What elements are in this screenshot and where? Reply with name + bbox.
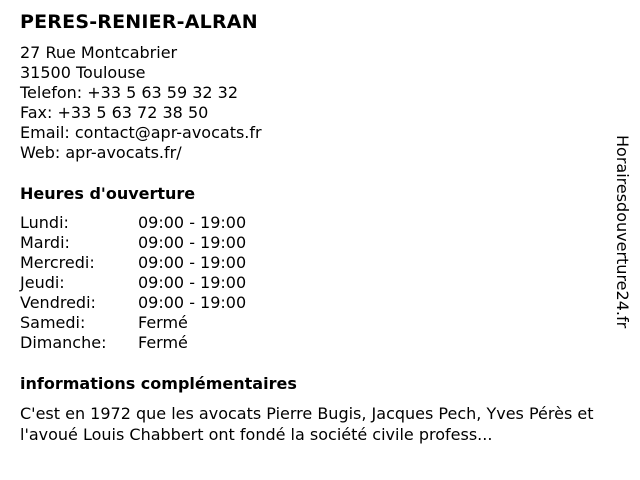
hours-value: 09:00 - 19:00 bbox=[138, 273, 247, 292]
website-url: Web: apr-avocats.fr/ bbox=[20, 143, 182, 162]
day-label: Dimanche: bbox=[20, 333, 107, 352]
additional-info-heading: informations complémentaires bbox=[20, 374, 297, 393]
hours-row-sunday bbox=[20, 333, 320, 353]
hours-row-monday bbox=[20, 213, 320, 233]
contact-block bbox=[20, 43, 262, 163]
day-label: Mardi: bbox=[20, 233, 70, 252]
hours-value: Fermé bbox=[138, 313, 188, 332]
hours-value: 09:00 - 19:00 bbox=[138, 213, 247, 232]
hours-row-saturday bbox=[20, 313, 320, 333]
fax-number: Fax: +33 5 63 72 38 50 bbox=[20, 103, 209, 122]
address-city: 31500 Toulouse bbox=[20, 63, 146, 82]
opening-hours-table bbox=[20, 213, 320, 353]
hours-value: 09:00 - 19:00 bbox=[138, 293, 247, 312]
hours-row-thursday bbox=[20, 273, 320, 293]
business-name: PERES-RENIER-ALRAN bbox=[20, 11, 258, 33]
hours-value: 09:00 - 19:00 bbox=[138, 253, 247, 272]
hours-row-wednesday bbox=[20, 253, 320, 273]
phone-number: Telefon: +33 5 63 59 32 32 bbox=[20, 83, 239, 102]
day-label: Vendredi: bbox=[20, 293, 96, 312]
address-street: 27 Rue Montcabrier bbox=[20, 43, 178, 62]
day-label: Lundi: bbox=[20, 213, 69, 232]
additional-info-text: C'est en 1972 que les avocats Pierre Bugis, Jacques Pech, Yves Pérès et l'avoué Louis Chabbert ont fondé la société civile profess... bbox=[20, 404, 594, 444]
hours-value: 09:00 - 19:00 bbox=[138, 233, 247, 252]
hours-value: Fermé bbox=[138, 333, 188, 352]
email-address: Email: contact@apr-avocats.fr bbox=[20, 123, 262, 142]
site-watermark: Horairesdouverture24.fr bbox=[613, 135, 632, 329]
day-label: Jeudi: bbox=[20, 273, 65, 292]
opening-hours-heading: Heures d'ouverture bbox=[20, 184, 196, 203]
hours-row-friday bbox=[20, 293, 320, 313]
hours-row-tuesday bbox=[20, 233, 320, 253]
day-label: Samedi: bbox=[20, 313, 86, 332]
day-label: Mercredi: bbox=[20, 253, 95, 272]
